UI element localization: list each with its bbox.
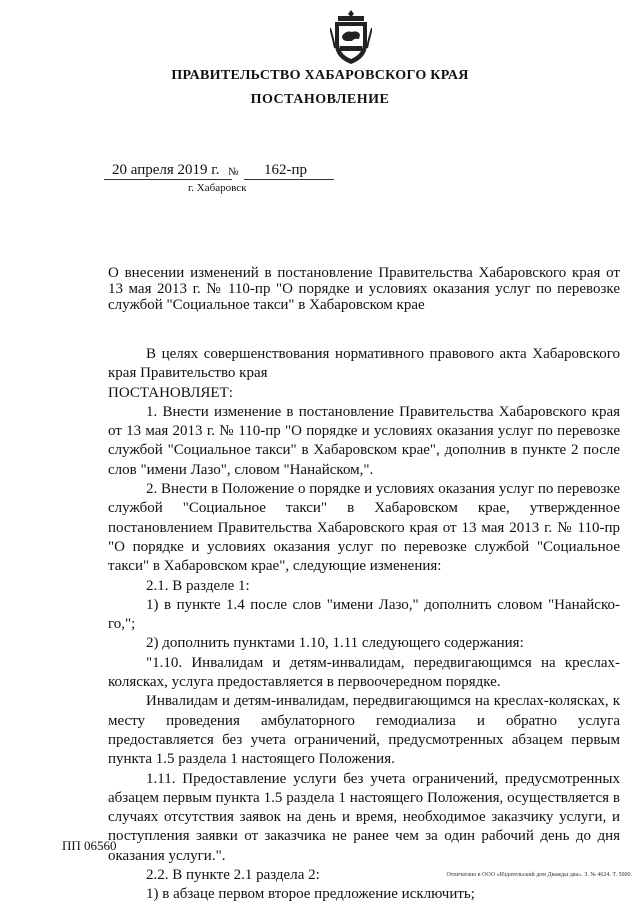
decree-number: 162-пр <box>264 162 308 178</box>
resolves-heading: ПОСТАНОВЛЯЕТ: <box>108 384 233 401</box>
city: г. Хабаровск <box>188 182 247 194</box>
paragraph-2-2-item-1: 1) в абзаце первом второе предложение исключить; <box>146 886 475 903</box>
decree-subject: О внесении изменений в постановление Правительства Хабаровского края от 13 мая 2013 г. № 110-пр "О порядке и условиях оказания услуг по перевозке службой "Социальное такси" в Хабаровском крае <box>108 265 620 313</box>
clause-1-10-continued: Инвалидам и детям-инвалидам, передвигающимся на креслах-колясках, к месту проведения амбулаторного гемодиализа и обратно услуга предоставляется без учета ограничений, предусмотренных абзацем первым пункта 1.5 раздела 1 настоящего Положения. <box>108 693 620 768</box>
print-footer: Отпечатано в ООО «Издательский дом Дважды два». З. № 4624. Т. 5000. <box>446 872 632 878</box>
clause-1-11: 1.11. Предоставление услуги без учета ограничений, предусмотренных абзацем первым пункта 1.5 раздела 1 настоящего Положения, осуществляется в случаях отсутствия заявок на день и время, необходимое заказчику услуги, и поступления заявки от заказчика не ранее чем за один рабочий день до дня оказания услуги.". <box>108 770 620 864</box>
paragraph-2-1-item-1: 1) в пункте 1.4 после слов "имени Лазо," дополнить словом "Нанайско-го,"; <box>108 596 620 633</box>
government-title: ПРАВИТЕЛЬСТВО ХАБАРОВСКОГО КРАЯ <box>171 68 469 83</box>
paragraph-2-1-item-2: 2) дополнить пунктами 1.10, 1.11 следующего содержания: <box>146 635 524 652</box>
decree-body <box>108 345 620 905</box>
clause-1-10: "1.10. Инвалидам и детям-инвалидам, передвигающимся на креслах-колясках, услуга предоставляется в первоочередном порядке. <box>108 654 620 691</box>
date-underline <box>104 179 232 180</box>
paragraph-1: 1. Внести изменение в постановление Правительства Хабаровского края от 13 мая 2013 г. № 110-пр "О порядке и условиях оказания услуг по перевозке службой "Социальное такси" в Хабаровском крае", дополнив в пункте 2 после слов "имени Лазо", словом "Нанайском,". <box>108 403 620 478</box>
paragraph-2-2: 2.2. В пункте 2.1 раздела 2: <box>146 867 320 884</box>
paragraph-2-1: 2.1. В разделе 1: <box>146 577 250 594</box>
page-code: ПП 06560 <box>62 838 117 853</box>
number-underline <box>244 179 334 180</box>
document-type: ПОСТАНОВЛЕНИЕ <box>250 92 390 107</box>
paragraph-2: 2. Внести в Положение о порядке и условиях оказания услуг по перевозке службой "Социальное такси" в Хабаровском крае, утвержденное постановлением Правительства Хабаровского края от 13 мая 2013 г. № 110-пр "О порядке и условиях оказания услуг по перевозке службой "Социальное такси" в Хабаровском крае", следующие изменения: <box>108 481 620 575</box>
number-sign: № <box>228 166 239 178</box>
intro-paragraph: В целях совершенствования нормативного правового акта Хабаровского края Правительство края <box>108 346 620 382</box>
coat-of-arms-emblem <box>330 8 372 66</box>
decree-date: 20 апреля 2019 г. <box>112 162 220 178</box>
